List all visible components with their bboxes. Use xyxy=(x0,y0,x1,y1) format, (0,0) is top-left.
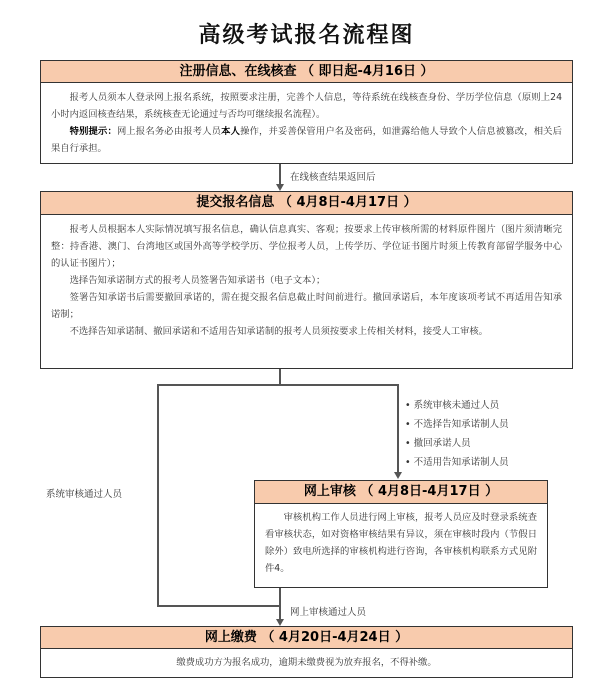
left-branch-label: 系统审核通过人员 xyxy=(46,489,123,500)
step-review-header: 网上审核 （ 4月8日-4月17日 ） xyxy=(255,481,547,504)
step-submit-body xyxy=(41,215,572,346)
step-register-text: 报考人员须本人登录网上报名系统，按照要求注册，完善个人信息，等待系统在线核查身份、学历学位信息（原则上24小时内返回核查结果，系统核查无论通过与否均可继续报名流程）。 xyxy=(51,92,562,120)
page-title: 高级考试报名流程图 xyxy=(198,22,415,48)
branch-left-top xyxy=(157,384,398,386)
right-branch-item: • 不选择告知承诺制人员 xyxy=(405,415,509,434)
tip-text-b: 操作，并妥善保管用户名及密码，如泄露给他人导致个人信息被篡改，相关后果自行承担。 xyxy=(51,126,562,154)
step-review-box xyxy=(254,480,548,588)
connector-3-label: 网上审核通过人员 xyxy=(290,607,367,618)
connector-1-label: 在线核查结果返回后 xyxy=(290,172,376,183)
branch-left-bottom xyxy=(157,605,280,607)
right-branch-item: • 撤回承诺人员 xyxy=(405,434,509,453)
tip-text-a: 网上报名务必由报考人员 xyxy=(116,126,222,137)
step-review-body xyxy=(255,504,547,582)
step-payment-box xyxy=(40,626,573,678)
right-branch-item: • 不适用告知承诺制人员 xyxy=(405,453,509,472)
stem-to-branch xyxy=(279,369,281,385)
step-register-header: 注册信息、在线核查 （ 即日起-4月16日 ） xyxy=(41,61,572,83)
right-branch-item: • 系统审核未通过人员 xyxy=(405,396,509,415)
arrow-3 xyxy=(276,619,284,626)
branch-left-vertical xyxy=(157,384,159,606)
right-branch-list xyxy=(405,396,509,472)
tip-label: 特别提示： xyxy=(69,126,117,137)
step-payment-header: 网上缴费 （ 4月20日-4月24日 ） xyxy=(41,627,572,649)
connector-1 xyxy=(279,164,281,184)
step-register-box xyxy=(40,60,573,164)
step-register-body xyxy=(41,83,572,163)
arrow-1 xyxy=(276,184,284,191)
step-submit-box xyxy=(40,191,573,369)
step-register-tip xyxy=(51,123,562,157)
step-submit-header: 提交报名信息 （ 4月8日-4月17日 ） xyxy=(41,192,572,215)
arrow-branch-right xyxy=(394,472,402,479)
step-submit-text-2: 选择告知承诺制方式的报考人员签署告知承诺书（电子文本）； xyxy=(69,275,326,286)
branch-right-vertical xyxy=(397,384,399,472)
tip-emph: 本人 xyxy=(221,126,241,137)
step-payment-text: 缴费成功方为报名成功，逾期未缴费视为放弃报名，不得补缴。 xyxy=(176,657,437,668)
step-submit-text-1: 报考人员根据本人实际情况填写报名信息，确认信息真实、客观；按要求上传审核所需的材料原件图片（图片须清晰完整：持香港、澳门、台湾地区或国外高等学校学历、学位报考人员，上传学历、学位证书图片时须上传教育部留学服务中心的认证书图片）； xyxy=(51,224,562,269)
step-payment-body xyxy=(41,649,572,676)
step-submit-text-3: 签署告知承诺书后需要撤回承诺的，需在提交报名信息截止时间前进行。撤回承诺后，本年度该项考试不再适用告知承诺制； xyxy=(51,292,562,320)
connector-3 xyxy=(279,588,281,620)
step-review-text: 审核机构工作人员进行网上审核，报考人员应及时登录系统查看审核状态，如对资格审核结果有异议，须在审核时段内（节假日除外）致电所选择的审核机构进行咨询，各审核机构联系方式见附件4。 xyxy=(265,512,537,574)
step-submit-text-4: 不选择告知承诺制、撤回承诺和不适用告知承诺制的报考人员须按要求上传相关材料，接受人工审核。 xyxy=(69,326,488,337)
